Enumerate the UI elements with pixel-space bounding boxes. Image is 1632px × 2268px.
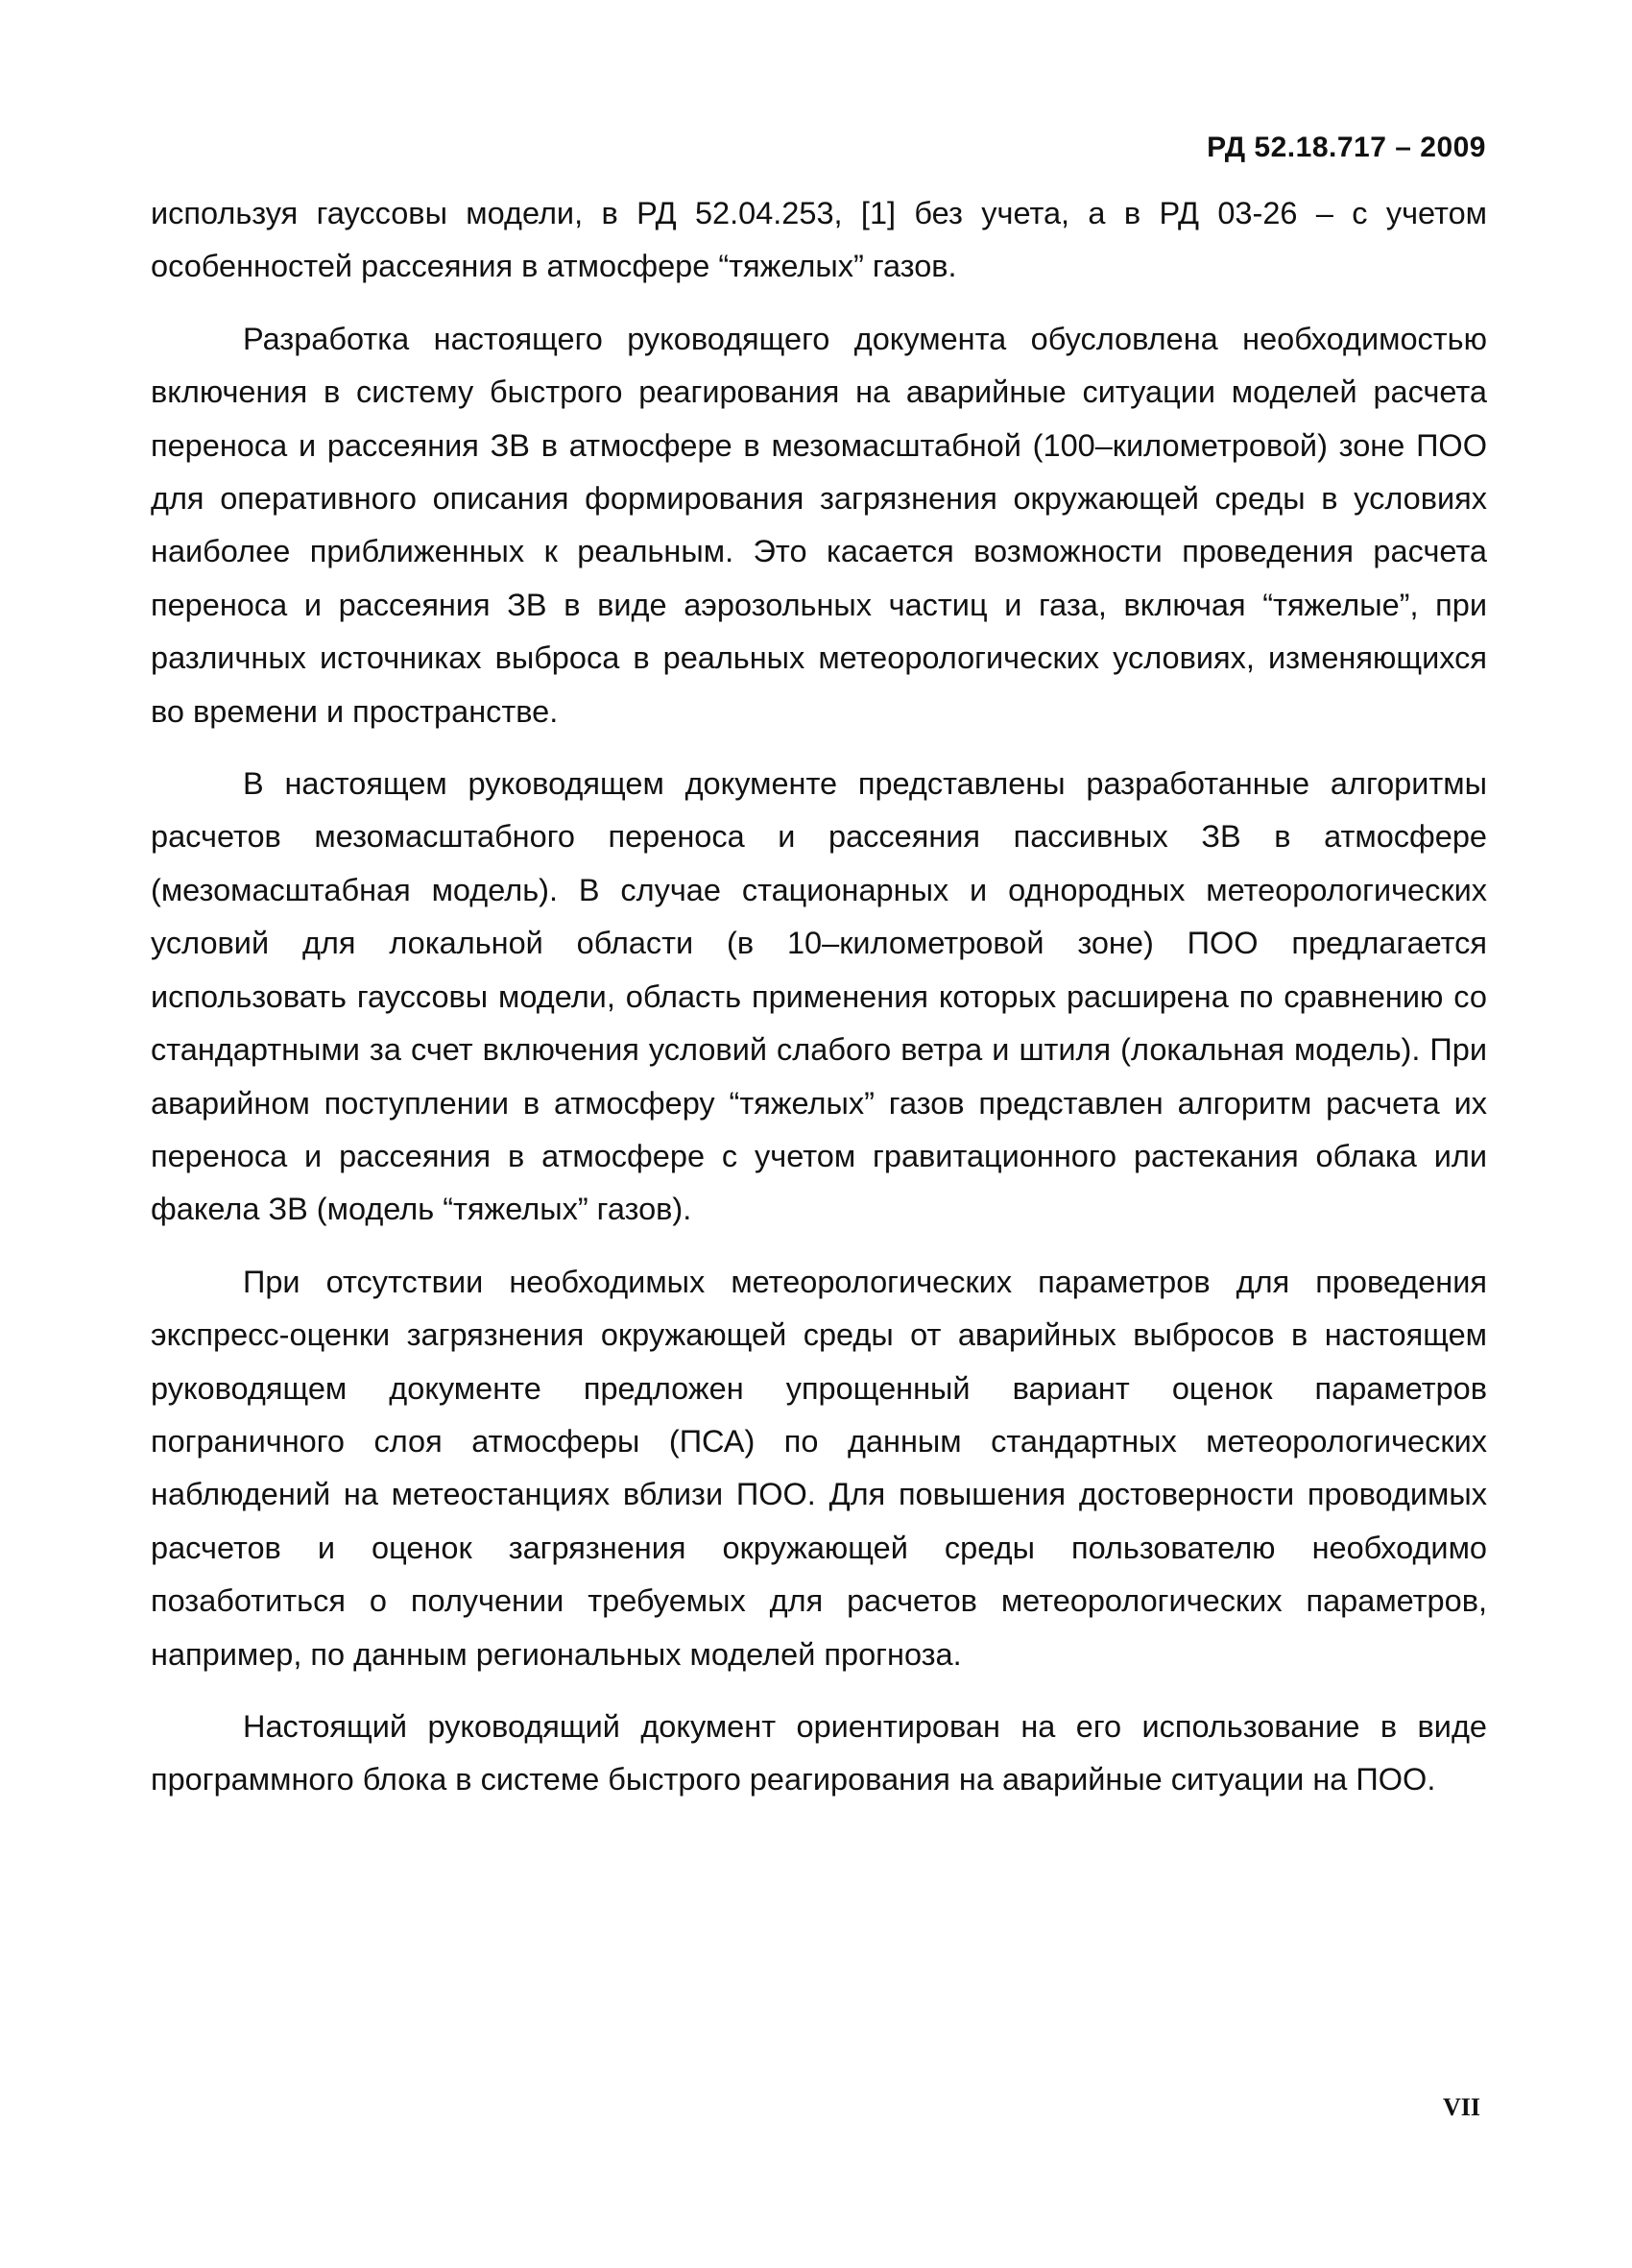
paragraph: Настоящий руководящий документ ориентирован на его использование в виде программного блока в системе быстрого реагирования на аварийные ситуации на ПОО. — [151, 1708, 1487, 1798]
body-text — [151, 187, 1487, 1807]
paragraph: При отсутствии необходимых метеорологических параметров для проведения экспресс-оценки загрязнения окружающей среды от аварийных выбросов в настоящем руководящем документе предложен упрощенный вариант оценок параметров пограничного слоя атмосферы (ПСА) по данным стандартных метеорологических наблюдений на метеостанциях вблизи ПОО. Для повышения достоверности проводимых расчетов и оценок загрязнения окружающей среды пользователю необходимо позаботиться о получении требуемых для расчетов метеорологических параметров, например, по данным региональных моделей прогноза. — [151, 1264, 1487, 1672]
paragraph-continuation: используя гауссовы модели, в РД 52.04.253, [1] без учета, а в РД 03-26 – с учетом особенностей рассеяния в атмосфере “тяжелых” газов. — [151, 196, 1487, 284]
paragraph: Разработка настоящего руководящего документа обусловлена необходимостью включения в систему быстрого реагирования на аварийные ситуации моделей расчета переноса и рассеяния ЗВ в атмосфере в мезомасштабной (100–километровой) зоне ПОО для оперативного описания формирования загрязнения окружающей среды в условиях наиболее приближенных к реальным. Это касается возможности проведения расчета переноса и рассеяния ЗВ в виде аэрозольных частиц и газа, включая “тяжелые”, при различных источниках выброса в реальных метеорологических условиях, изменяющихся во времени и пространстве. — [151, 321, 1487, 729]
page-number: VII — [1442, 2093, 1480, 2121]
paragraph: В настоящем руководящем документе представлены разработанные алгоритмы расчетов мезомасштабного переноса и рассеяния пассивных ЗВ в атмосфере (мезомасштабная модель). В случае стационарных и однородных метеорологических условий для локальной области (в 10–километровой зоне) ПОО предлагается использовать гауссовы модели, область применения которых расширена по сравнению со стандартными за счет включения условий слабого ветра и штиля (локальная модель). При аварийном поступлении в атмосферу “тяжелых” газов представлен алгоритм расчета их переноса и рассеяния в атмосфере с учетом гравитационного растекания облака или факела ЗВ (модель “тяжелых” газов). — [151, 766, 1487, 1227]
document-code-header: РД 52.18.717 – 2009 — [1207, 132, 1486, 163]
